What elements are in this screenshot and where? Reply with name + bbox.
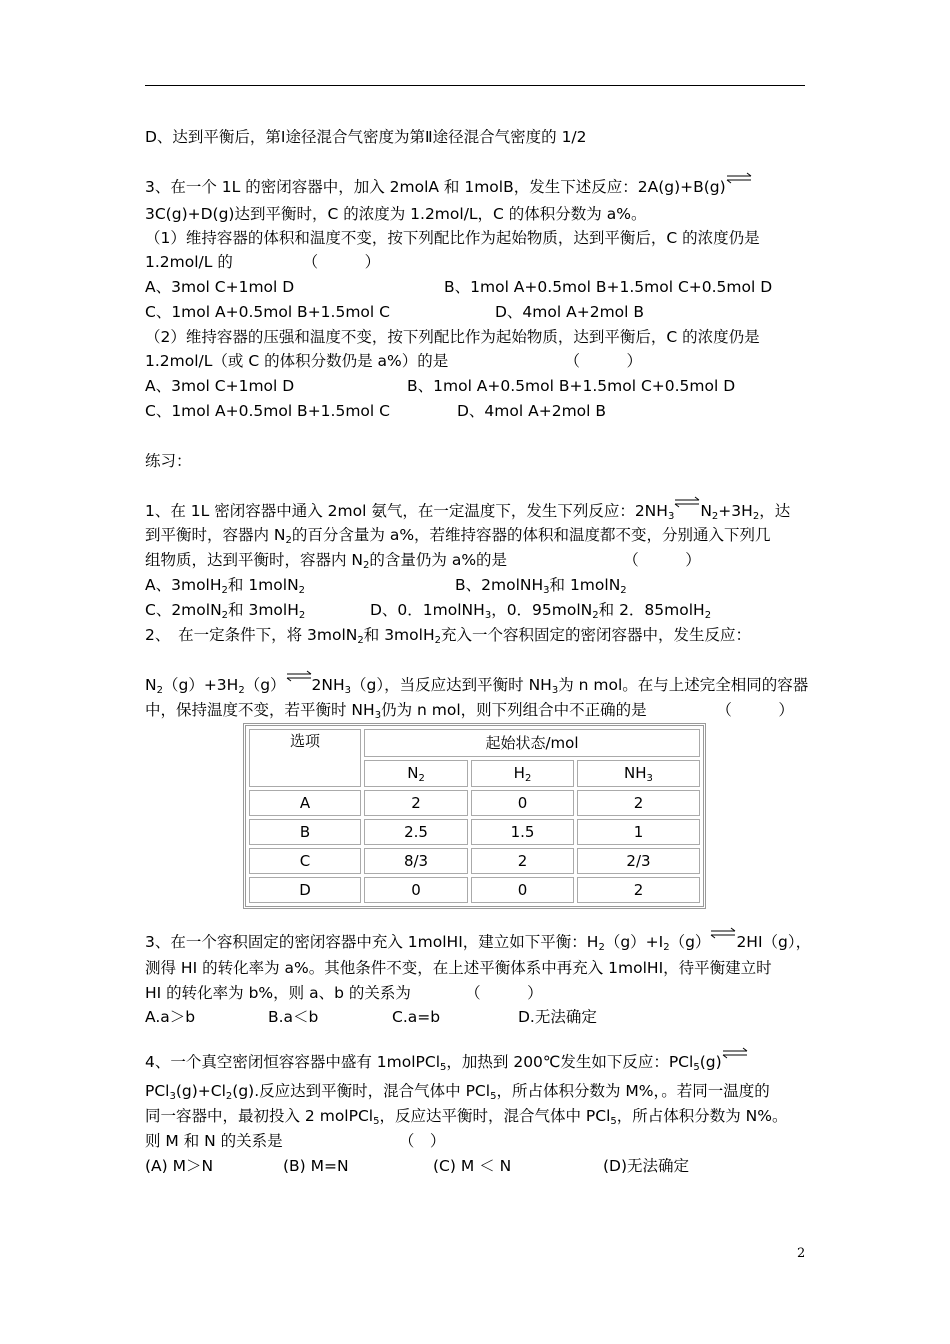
- p3-line-2: 测得 HI 的转化率为 a%。其他条件不变，在上述平衡体系中再充入 1molHI，待平衡建立时: [145, 959, 772, 977]
- p4-option-d: (D)无法确定: [603, 1157, 690, 1175]
- equilibrium-arrow-icon: [710, 927, 736, 939]
- options-table: [243, 723, 706, 909]
- table-header-start: 起始状态/mol: [364, 729, 700, 757]
- table-header-option: 选项: [249, 729, 361, 787]
- p3-option-d: D.无法确定: [518, 1008, 597, 1026]
- table-header-n2: $N_2$: [364, 760, 468, 788]
- table-header-nh3: $NH_3$: [577, 760, 700, 788]
- q3-line-2: 3C(g)+D(g)达到平衡时，C 的浓度为 1.2mol/L，C 的体积分数为 a%。: [145, 205, 647, 223]
- p2-line-2: $N_2(g)+3H_2(g)$ $2NH_3(g)$，当反应达到平衡时 $NH_3$为 n mol。在与上述完全相同的容器: [145, 670, 808, 695]
- p1-option-b: B、2molNH$_3$和 1molN$_2$: [455, 576, 627, 596]
- p1-line-2: 到平衡时，容器内 $N_2$的百分含量为 a%，若维持容器的体积和温度都不变，分别通入下列几: [145, 526, 771, 546]
- p4-line-2: $PCl_3(g)+Cl_2(g)$.反应达到平衡时，混合气体中 PCl$_5$，所占体积分数为 M%，。若同一温度的: [145, 1082, 770, 1102]
- table-cell: 1.5: [471, 819, 574, 845]
- table-cell: 2/3: [577, 848, 700, 874]
- q3-line-4: 1.2mol/L 的 （ ）: [145, 253, 381, 271]
- table-cell: 0: [471, 877, 574, 903]
- table-cell: C: [249, 848, 361, 874]
- p4-line-3: 同一容器中，最初投入 2 molPCl$_5$，反应达平衡时，混合气体中 PCl$_5$，所占体积分数为 N%。: [145, 1107, 788, 1127]
- p1-option-c: C、2molN$_2$和 3molH$_2$: [145, 601, 306, 621]
- q3-option-b: B、1mol A+0.5mol B+1.5mol C+0.5mol D: [444, 278, 773, 296]
- q3-option-a2: A、3mol C+1mol D: [145, 377, 295, 395]
- q3-line-5: （2）维持容器的压强和温度不变，按下列配比作为起始物质，达到平衡后，C 的浓度仍是: [145, 328, 760, 346]
- p3-line-3: HI 的转化率为 b%，则 a、b 的关系为 （ ）: [145, 984, 543, 1002]
- q3-option-d: D、4mol A+2mol B: [495, 303, 645, 321]
- table-cell: 8/3: [364, 848, 468, 874]
- table-cell: 1: [577, 819, 700, 845]
- q3-line-3: （1）维持容器的体积和温度不变，按下列配比作为起始物质，达到平衡后，C 的浓度仍是: [145, 229, 760, 247]
- q3-option-c: C、1mol A+0.5mol B+1.5mol C: [145, 303, 390, 321]
- table-row: [249, 877, 700, 903]
- p1-option-a: A、3molH$_2$和 1molN$_2$: [145, 576, 306, 596]
- p2-line-3: 中，保持温度不变，若平衡时 $NH_3$仍为 n mol，则下列组合中不正确的是 （ ）: [145, 701, 794, 721]
- option-d-line: D、达到平衡后，第Ⅰ途径混合气密度为第Ⅱ途径混合气密度的 1/2: [145, 128, 587, 146]
- q3-option-c2: C、1mol A+0.5mol B+1.5mol C: [145, 402, 390, 420]
- table-cell: 2: [471, 848, 574, 874]
- p3-option-a: A.a＞b: [145, 1008, 196, 1026]
- equilibrium-arrow-icon: [286, 670, 312, 682]
- q3-line-1: 3、在一个 1L 的密闭容器中，加入 2molA 和 1molB，发生下述反应：2A(g)+B(g): [145, 172, 752, 197]
- table-cell: B: [249, 819, 361, 845]
- equilibrium-arrow-icon: [726, 172, 752, 184]
- q3-option-d2: D、4mol A+2mol B: [457, 402, 607, 420]
- table-cell: 0: [364, 877, 468, 903]
- p4-option-a: (A) M＞N: [145, 1157, 214, 1175]
- table-cell: D: [249, 877, 361, 903]
- q3-line-6: 1.2mol/L（或 C 的体积分数仍是 a%）的是 （ ）: [145, 352, 642, 370]
- p4-line-1: 4、一个真空密闭恒容容器中盛有 1molPCl$_5$，加热到 200℃发生如下反应：PCl$_5$(g): [145, 1047, 748, 1072]
- table-cell: 2: [577, 790, 700, 816]
- table-row: [249, 848, 700, 874]
- p3-option-c: C.a=b: [392, 1008, 441, 1026]
- p1-line-1: 1、在 1L 密闭容器中通入 2mol 氨气，在一定温度下，发生下列反应：$2NH_3$ $N_2+3H_2$，达: [145, 496, 790, 521]
- p1-line-3: 组物质，达到平衡时，容器内 $N_2$的含量仍为 a%的是 （ ）: [145, 551, 701, 571]
- table-header-h2: $H_2$: [471, 760, 574, 788]
- page-number: 2: [797, 1246, 806, 1261]
- p3-option-b: B.a＜b: [268, 1008, 319, 1026]
- equilibrium-arrow-icon: [722, 1047, 748, 1059]
- table-cell: 2: [364, 790, 468, 816]
- p4-line-4: 则 M 和 N 的关系是 （ ）: [145, 1132, 446, 1150]
- q3-option-a: A、3mol C+1mol D: [145, 278, 295, 296]
- p1-option-d: D、0．1molNH$_3$，0．95molN$_2$和 2．85molH$_2$: [370, 601, 712, 621]
- table-cell: 2: [577, 877, 700, 903]
- table-row: [249, 790, 700, 816]
- q3-option-b2: B、1mol A+0.5mol B+1.5mol C+0.5mol D: [407, 377, 736, 395]
- table-row: [249, 819, 700, 845]
- practice-heading: 练习：: [145, 452, 192, 470]
- equilibrium-arrow-icon: [674, 496, 700, 508]
- table-cell: A: [249, 790, 361, 816]
- table-cell: 0: [471, 790, 574, 816]
- p3-line-1: 3、在一个容积固定的密闭容器中充入 1molHI，建立如下平衡：$H_2(g)+I_2(g)$ 2HI（g），: [145, 927, 811, 952]
- table-cell: 2.5: [364, 819, 468, 845]
- header-rule: [145, 85, 805, 86]
- p2-line-1: 2、 在一定条件下，将 3molN$_2$和 3molH$_2$充入一个容积固定的密闭容器中，发生反应：: [145, 626, 751, 646]
- p4-option-b: (B) M=N: [283, 1157, 349, 1175]
- p4-option-c: (C) M ＜ N: [433, 1157, 512, 1175]
